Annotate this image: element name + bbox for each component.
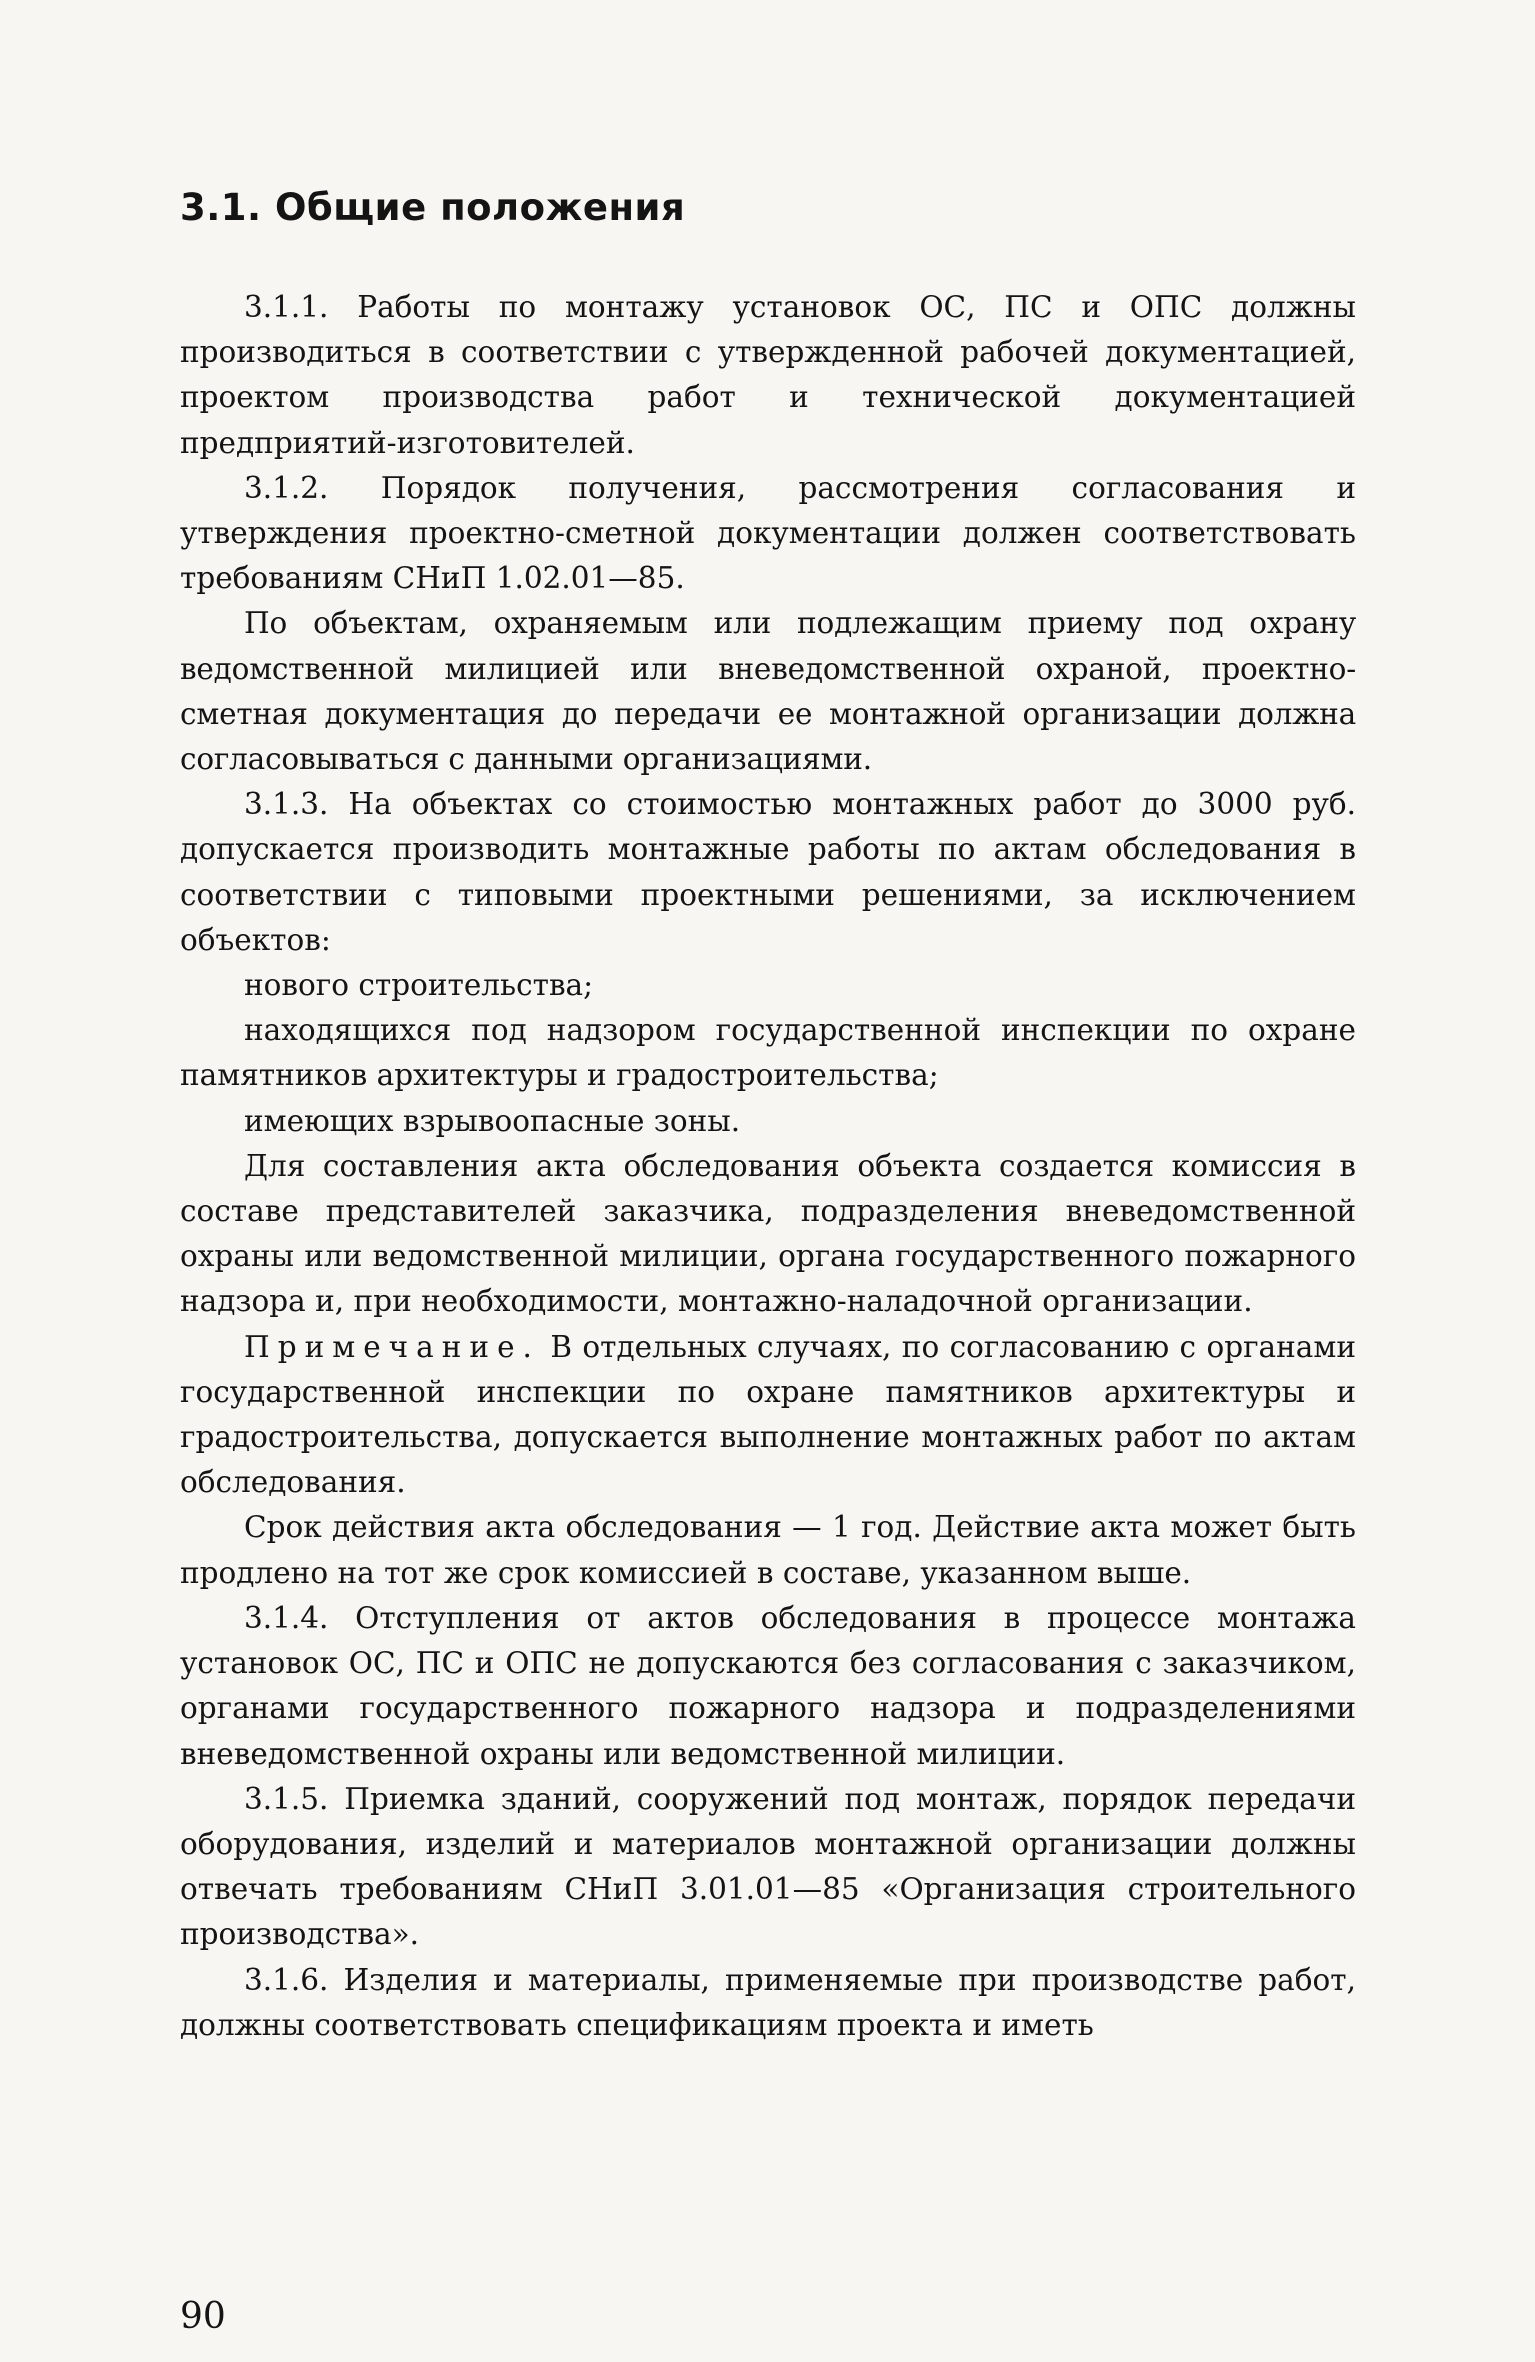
list-item-under-supervision: находящихся под надзором государственной инспекции по охране памятников архитектуры и градостроительства; <box>180 1013 1356 1093</box>
paragraph-3-1-6: 3.1.6. Изделия и материалы, применяемые при производстве работ, должны соответствовать спецификациям проекта и иметь <box>180 1962 1356 2042</box>
note-label: Примечание. <box>244 1329 540 1364</box>
paragraph-note <box>180 1325 1356 1506</box>
list-item-new-construction: нового строительства; <box>244 968 594 1003</box>
page-number: 90 <box>180 2296 226 2337</box>
paragraph-3-1-4: 3.1.4. Отступления от актов обследования в процессе монтажа установок ОС, ПС и ОПС не допускаются без согласования с заказчиком, органами государственного пожарного надзора и подразделениями вневедомственной охраны или ведомственной милиции. <box>180 1600 1356 1771</box>
section-heading: 3.1. Общие положения <box>180 186 686 229</box>
paragraph-3-1-2: 3.1.2. Порядок получения, рассмотрения согласования и утверждения проектно-сметной документации должен соответствовать требованиям СНиП 1.02.01—85. <box>180 470 1356 596</box>
paragraph-3-1-5: 3.1.5. Приемка зданий, сооружений под монтаж, порядок передачи оборудования, изделий и материалов монтажной организации должны отвечать требованиям СНиП 3.01.01—85 «Организация строительного производства». <box>180 1781 1356 1952</box>
paragraph-protected-objects: По объектам, охраняемым или подлежащим приему под охрану ведомственной милицией или вневедомственной охраной, проектно-сметная документация до передачи ее монтажной организации должна согласовываться с данными организациями. <box>180 606 1356 777</box>
document-page <box>180 186 1356 2048</box>
paragraph-3-1-1: 3.1.1. Работы по монтажу установок ОС, ПС и ОПС должны производиться в соответствии с утвержденной рабочей документацией, проектом производства работ и технической документацией предприятий-изготовителей. <box>180 290 1356 460</box>
paragraph-validity-period: Срок действия акта обследования — 1 год. Действие акта может быть продлено на тот же срок комиссией в составе, указанном выше. <box>180 1510 1356 1590</box>
paragraph-3-1-3: 3.1.3. На объектах со стоимостью монтажных работ до 3000 руб. допускается производить монтажные работы по актам обследования в соответствии с типовыми проектными решениями, за исключением объектов: <box>180 787 1356 957</box>
paragraph-commission: Для составления акта обследования объекта создается комиссия в составе представителей заказчика, подразделения вневедомственной охраны или ведомственной милиции, органа государственного пожарного надзора и, при необходимости, монтажно-наладочной организации. <box>180 1148 1356 1319</box>
note-text: В отдельных случаях, по согласованию с органами государственной инспекции по охране памятников архитектуры и градостроительства, допускается выполнение монтажных работ по актам обследования. <box>180 1329 1356 1500</box>
list-item-explosive-zones: имеющих взрывоопасные зоны. <box>244 1103 741 1138</box>
